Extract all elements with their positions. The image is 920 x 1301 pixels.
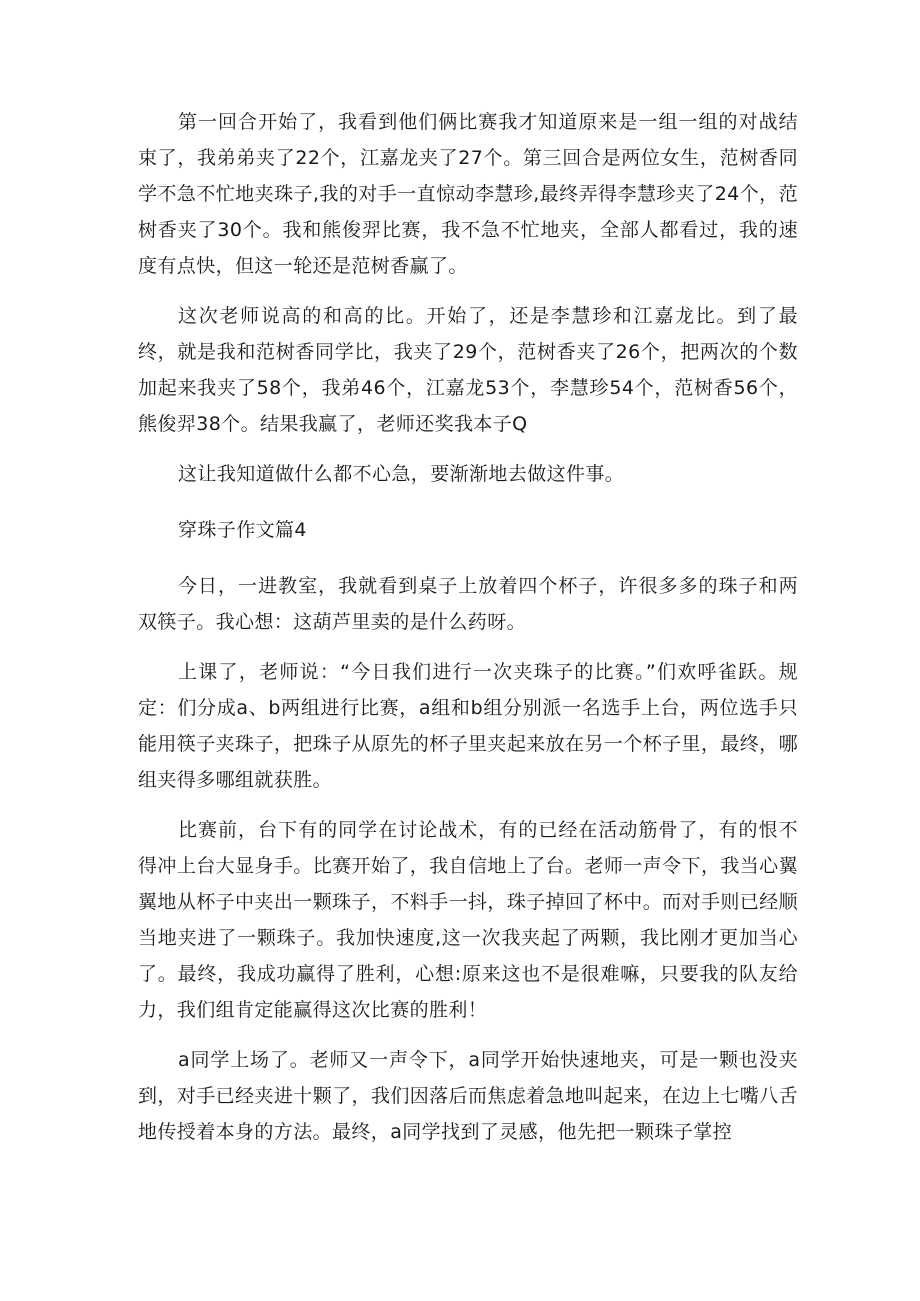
document-body [138, 104, 798, 1164]
paragraph: 上课了，老师说：“今日我们进行一次夹珠子的比赛。”们欢呼雀跃。规定：们分成a、b两组进行比赛，a组和b组分别派一名选手上台，两位选手只能用筷子夹珠子，把珠子从原先的杯子里夹起来放在另一个杯子里，最终，哪组夹得多哪组就获胜。 [138, 661, 798, 791]
paragraph: 今日，一进教室，我就看到桌子上放着四个杯子，许很多多的珠子和两双筷子。我心想：这葫芦里卖的是什么药呀。 [138, 575, 798, 633]
paragraph: 比赛前，台下有的同学在讨论战术，有的已经在活动筋骨了，有的恨不得冲上台大显身手。比赛开始了，我自信地上了台。老师一声令下，我当心翼翼地从杯子中夹出一颗珠子，不料手一抖，珠子掉回了杯中。而对手则已经顺当地夹进了一颗珠子。我加快速度,这一次我夹起了两颗，我比刚才更加当心了。最终，我成功赢得了胜利，心想:原来这也不是很难嘛，只要我的队友给力，我们组肯定能赢得这次比赛的胜利！ [138, 819, 798, 1021]
paragraph: 这让我知道做什么都不心急，要渐渐地去做这件事。 [178, 463, 625, 485]
section-heading: 穿珠子作文篇4 [178, 519, 307, 541]
paragraph: 这次老师说高的和高的比。开始了，还是李慧珍和江嘉龙比。到了最终，就是我和范树香同学比，我夹了29个，范树香夹了26个，把两次的个数加起来我夹了58个，我弟46个，江嘉龙53个，李慧珍54个，范树香56个，熊俊羿38个。结果我赢了，老师还奖我本子Q [138, 305, 798, 435]
paragraph: a同学上场了。老师又一声令下，a同学开始快速地夹，可是一颗也没夹到，对手已经夹进十颗了，我们因落后而焦虑着急地叫起来，在边上七嘴八舌地传授着本身的方法。最终，a同学找到了灵感，他先把一颗珠子掌控 [138, 1049, 798, 1143]
paragraph: 第一回合开始了，我看到他们俩比赛我才知道原来是一组一组的对战结束了，我弟弟夹了22个，江嘉龙夹了27个。第三回合是两位女生，范树香同学不急不忙地夹珠子,我的对手一直惊动李慧珍,最终弄得李慧珍夹了24个，范树香夹了30个。我和熊俊羿比赛，我不急不忙地夹，全部人都看过，我的速度有点快，但这一轮还是范树香赢了。 [138, 111, 798, 277]
